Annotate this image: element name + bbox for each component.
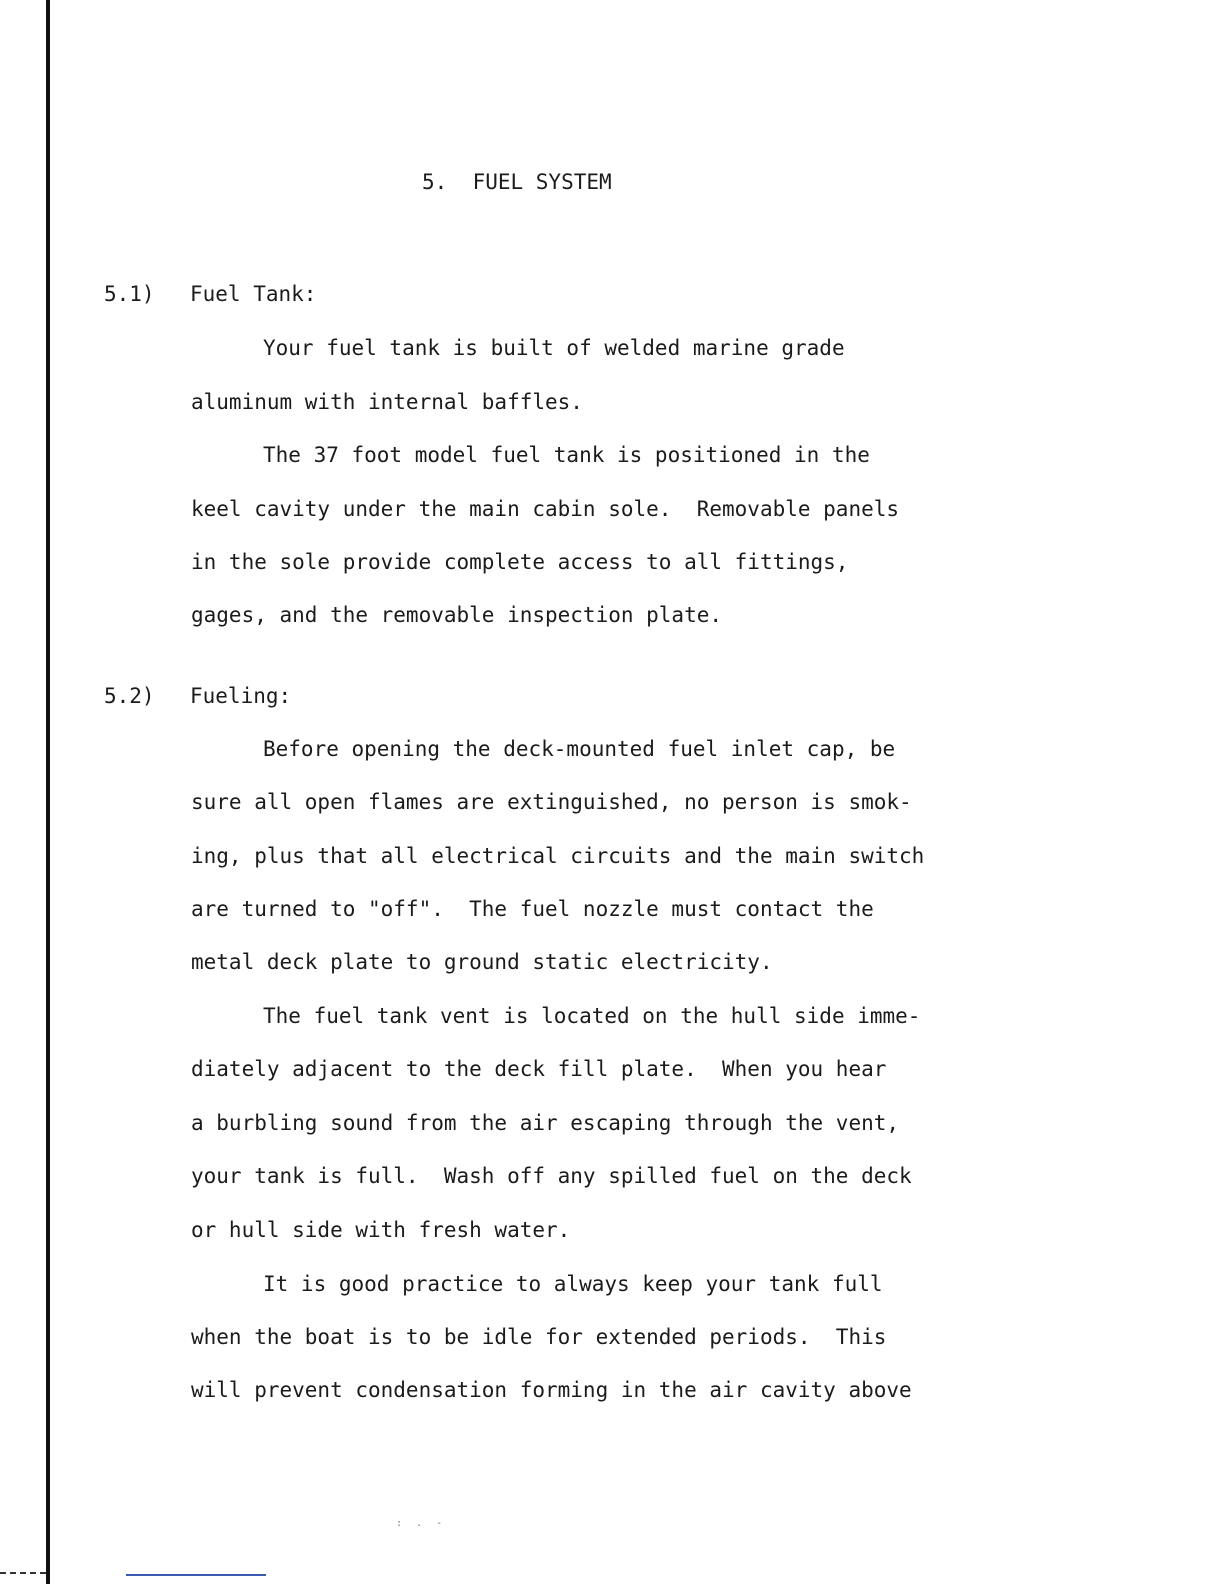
footer-rule — [126, 1574, 266, 1576]
paragraph-line: diately adjacent to the deck fill plate. When you hear — [191, 1057, 887, 1081]
paragraph-line: gages, and the removable inspection plate. — [191, 603, 723, 627]
paragraph-line: or hull side with fresh water. — [191, 1218, 571, 1242]
binding-margin-line — [46, 0, 50, 1584]
section-heading: Fuel Tank: — [190, 282, 317, 306]
scan-specks: : . - — [396, 1518, 447, 1529]
paragraph-line: your tank is full. Wash off any spilled fuel on the deck — [191, 1164, 912, 1188]
paragraph-line: sure all open flames are extinguished, no person is smok- — [191, 790, 912, 814]
paragraph-line: when the boat is to be idle for extended periods. This — [191, 1325, 887, 1349]
paragraph-line: The 37 foot model fuel tank is positioned in the — [263, 443, 870, 467]
paragraph-line: a burbling sound from the air escaping through the vent, — [191, 1111, 900, 1135]
paragraph-line: are turned to "off". The fuel nozzle must contact the — [191, 897, 874, 921]
binding-tick-mark — [0, 1572, 46, 1574]
section-number: 5.1) — [104, 282, 155, 306]
paragraph-line: ing, plus that all electrical circuits and the main switch — [191, 844, 925, 868]
paragraph-line: aluminum with internal baffles. — [191, 390, 583, 414]
paragraph-line: keel cavity under the main cabin sole. Removable panels — [191, 497, 900, 521]
paragraph-line: The fuel tank vent is located on the hull side imme- — [263, 1004, 921, 1028]
paragraph-line: in the sole provide complete access to all fittings, — [191, 550, 849, 574]
paragraph-line: It is good practice to always keep your tank full — [263, 1272, 883, 1296]
paragraph-line: will prevent condensation forming in the air cavity above — [191, 1378, 912, 1402]
paragraph-line: Before opening the deck-mounted fuel inlet cap, be — [263, 737, 896, 761]
paragraph-line: metal deck plate to ground static electricity. — [191, 950, 773, 974]
paragraph-line: Your fuel tank is built of welded marine grade — [263, 336, 845, 360]
section-number: 5.2) — [104, 684, 155, 708]
page-title: 5. FUEL SYSTEM — [422, 170, 612, 194]
section-heading: Fueling: — [190, 684, 292, 708]
